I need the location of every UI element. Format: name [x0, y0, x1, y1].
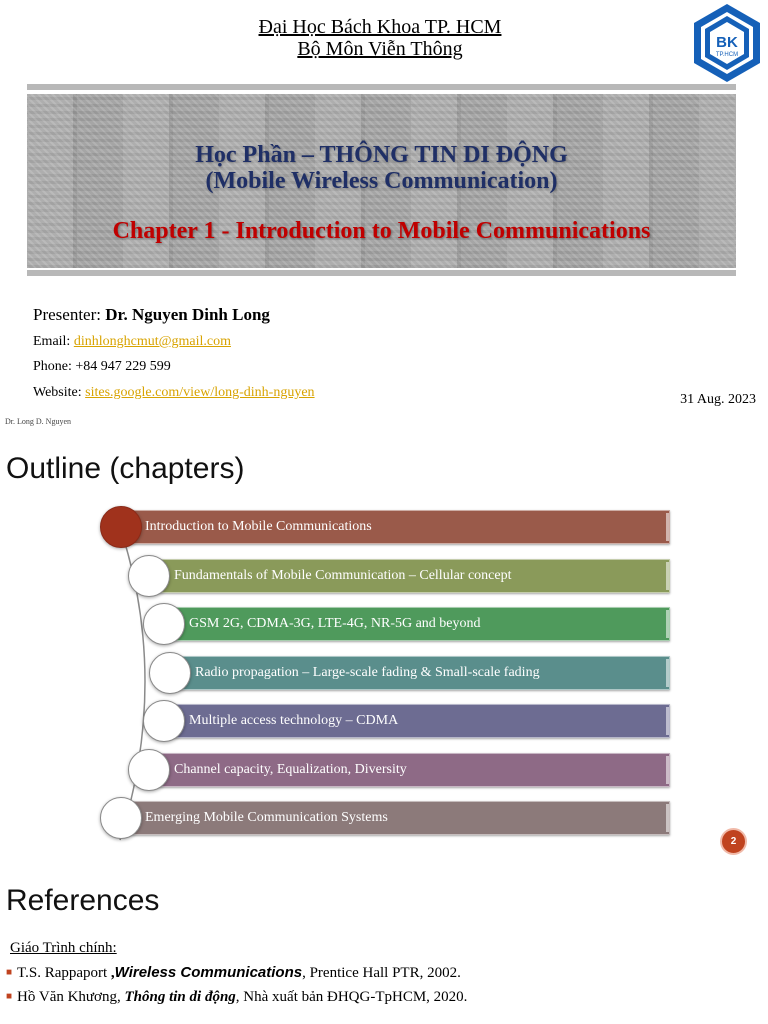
email-line [33, 334, 231, 350]
presenter-label: Presenter: [33, 305, 106, 324]
website-link[interactable]: sites.google.com/view/long-dinh-nguyen [85, 385, 315, 400]
logo-text: BK [716, 34, 738, 51]
outline-item-2[interactable] [149, 559, 670, 593]
presentation-date: 31 Aug. 2023 [680, 392, 756, 407]
ref-publisher: , Nhà xuất bản ĐHQG-TpHCM, 2020. [235, 989, 468, 1005]
ref-publisher: , Prentice Hall PTR, 2002. [302, 965, 461, 981]
page-number-badge: 2 [720, 828, 747, 855]
university-header [150, 16, 610, 60]
outline-item-5[interactable] [164, 704, 670, 738]
course-title [27, 142, 736, 194]
outline-item-label: GSM 2G, CDMA-3G, LTE-4G, NR-5G and beyond [189, 616, 481, 631]
presenter-name: Dr. Nguyen Dinh Long [105, 305, 270, 324]
outline-item-label: Introduction to Mobile Communications [145, 519, 372, 534]
university-name: Đại Học Bách Khoa TP. HCM [258, 16, 502, 38]
title-banner [27, 84, 736, 278]
outline-item-3[interactable] [164, 607, 670, 641]
outline-node-4 [149, 652, 191, 694]
outline-item-label: Fundamentals of Mobile Communication – Cellular concept [174, 567, 512, 583]
website-line [33, 385, 315, 401]
website-label: Website: [33, 385, 86, 400]
logo-subtext: TP.HCM [715, 52, 739, 58]
reference-item-2 [6, 989, 467, 1006]
outline-node-6 [128, 749, 170, 791]
banner-bottom-rule [27, 270, 736, 276]
outline-item-label: Multiple access technology – CDMA [189, 713, 399, 728]
outline-item-1[interactable] [121, 510, 670, 544]
department-name: Bộ Môn Viễn Thông [297, 38, 463, 60]
outline-item-label: Radio propagation – Large-scale fading & Small-scale fading [195, 664, 540, 680]
reference-item-1 [6, 964, 461, 982]
ref-book-title: Thông tin di động [124, 989, 236, 1005]
chapter-title: Chapter 1 - Introduction to Mobile Communications [112, 218, 651, 244]
phone-line: Phone: +84 947 229 599 [33, 359, 171, 374]
outline-node-1 [100, 506, 142, 548]
course-title-en: (Mobile Wireless Communication) [205, 168, 558, 194]
course-title-vi: Học Phần – THÔNG TIN DI ĐỘNG [195, 142, 568, 168]
outline-item-7[interactable] [121, 801, 670, 835]
ref-author: T.S. Rappaport [17, 965, 111, 981]
outline-node-2 [128, 555, 170, 597]
references-subheading: Giáo Trình chính: [10, 940, 117, 956]
email-label: Email: [33, 334, 74, 349]
outline-item-label: Channel capacity, Equalization, Diversity [174, 761, 407, 777]
bullet-icon: ■ [6, 967, 13, 978]
presenter [33, 305, 270, 325]
ref-author: Hồ Văn Khương, [17, 989, 125, 1005]
outline-item-label: Emerging Mobile Communication Systems [145, 810, 388, 825]
references-title: References [6, 884, 160, 917]
outline-node-5 [143, 700, 185, 742]
outline-title: Outline (chapters) [6, 452, 245, 485]
banner-body [27, 94, 736, 268]
email-link[interactable]: dinhlonghcmut@gmail.com [73, 334, 231, 349]
bullet-icon: ■ [6, 991, 13, 1002]
ref-separator: , [110, 965, 115, 981]
outline-item-6[interactable] [149, 753, 670, 787]
bk-logo-icon [686, 2, 768, 84]
ref-book-title: Wireless Communications [114, 964, 303, 981]
banner-top-rule [27, 84, 736, 90]
footer-author: Dr. Long D. Nguyen [5, 417, 71, 426]
outline-item-4[interactable] [170, 656, 670, 690]
outline-node-3 [143, 603, 185, 645]
outline-node-7 [100, 797, 142, 839]
